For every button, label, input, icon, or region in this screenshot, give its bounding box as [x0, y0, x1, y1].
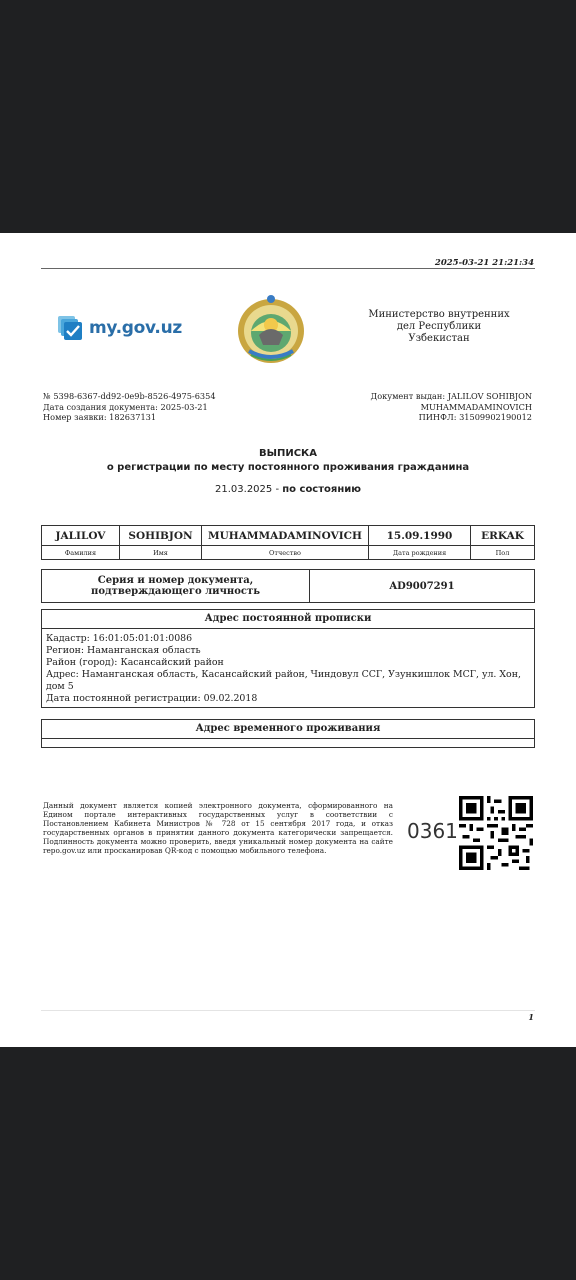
page-number: 1	[528, 1012, 534, 1022]
temporary-address-header: Адрес временного проживания	[42, 720, 534, 739]
birthdate-value: 15.09.1990	[369, 526, 471, 546]
cadastre: Кадастр: 16:01:05:01:01:0086	[46, 633, 193, 644]
state-label: по состоянию	[282, 484, 361, 495]
disclaimer-text: Данный документ является копией электронного документа, сформированного на Едином портале интерактивных государственных услуг в соответствии с Постановлением Кабинета Министров № 728 от 15 сентября 2017 года, и отказ государственных органов в принятии данного документа категорически запрещается. Подлинность документа можно проверить, введя уникальный номер документа на сайте repo.gov.uz или просканировав QR-код с помощью мобильного телефона.	[43, 801, 393, 855]
timestamp: 2025-03-21 21:21:34	[434, 258, 534, 268]
gender-value: ERKAK	[471, 526, 535, 546]
document-page	[0, 233, 576, 1047]
issued-to	[371, 391, 532, 423]
temporary-address-section	[41, 719, 535, 748]
header-divider	[41, 268, 535, 269]
request-number: Номер заявки: 182637131	[43, 412, 157, 422]
birthdate-label: Дата рождения	[369, 546, 471, 560]
personal-data-table	[41, 525, 535, 560]
document-number: № 5398-6367-dd92-0e9b-8526-4975-6354	[43, 391, 216, 401]
page-title: ВЫПИСКА	[259, 448, 317, 459]
address: Адрес: Наманганская область, Касансайский район, Чиндовул ССГ, Узункишлок МСГ, ул. Хон, дом 5	[46, 668, 521, 692]
creation-date: Дата создания документа: 2025-03-21	[43, 401, 208, 412]
logo-text: my.gov.uz	[89, 318, 182, 338]
mygov-check-icon	[57, 315, 83, 341]
permanent-address-section	[41, 609, 535, 708]
ministry-name	[360, 309, 518, 345]
name-label: Имя	[120, 546, 202, 560]
name-value: SOHIBJON	[120, 526, 202, 546]
issued-name: Документ выдан: JALILOV SOHIBJON	[370, 391, 532, 401]
date-value: 21.03.2025	[215, 484, 273, 495]
footer-divider	[41, 1010, 535, 1011]
permanent-address-header: Адрес постоянной прописки	[42, 610, 534, 629]
qr-code-icon[interactable]	[459, 796, 533, 874]
state-emblem-icon	[235, 291, 307, 369]
page-subtitle: о регистрации по месту постоянного проживания гражданина	[106, 462, 470, 473]
gender-label: Пол	[471, 546, 535, 560]
registration-date: Дата постоянной регистрации: 09.02.2018	[46, 692, 258, 704]
identity-document-row	[41, 569, 535, 603]
verification-code: 0361	[407, 819, 458, 843]
document-meta	[43, 391, 216, 423]
district: Район (город): Касансайский район	[46, 656, 224, 668]
state-date: 21.03.2025 - по состоянию	[215, 484, 361, 495]
issued-patronymic: MUHAMMADAMINOVICH	[420, 401, 532, 412]
patronymic-label: Отчество	[202, 546, 369, 560]
identity-document-value: AD9007291	[389, 580, 455, 592]
surname-value: JALILOV	[42, 526, 120, 546]
identity-document-label: Серия и номер документа, подтверждающего личность	[42, 570, 310, 602]
ministry-line: дел Республики	[396, 321, 482, 332]
patronymic-value: MUHAMMADAMINOVICH	[202, 526, 369, 546]
ministry-line: Министерство внутренних	[368, 309, 510, 320]
surname-label: Фамилия	[42, 546, 120, 560]
pinfl: ПИНФЛ: 31509902190012	[418, 412, 532, 422]
ministry-line: Узбекистан	[408, 333, 470, 344]
region: Регион: Наманганская область	[46, 644, 201, 656]
mygov-logo	[57, 315, 182, 341]
